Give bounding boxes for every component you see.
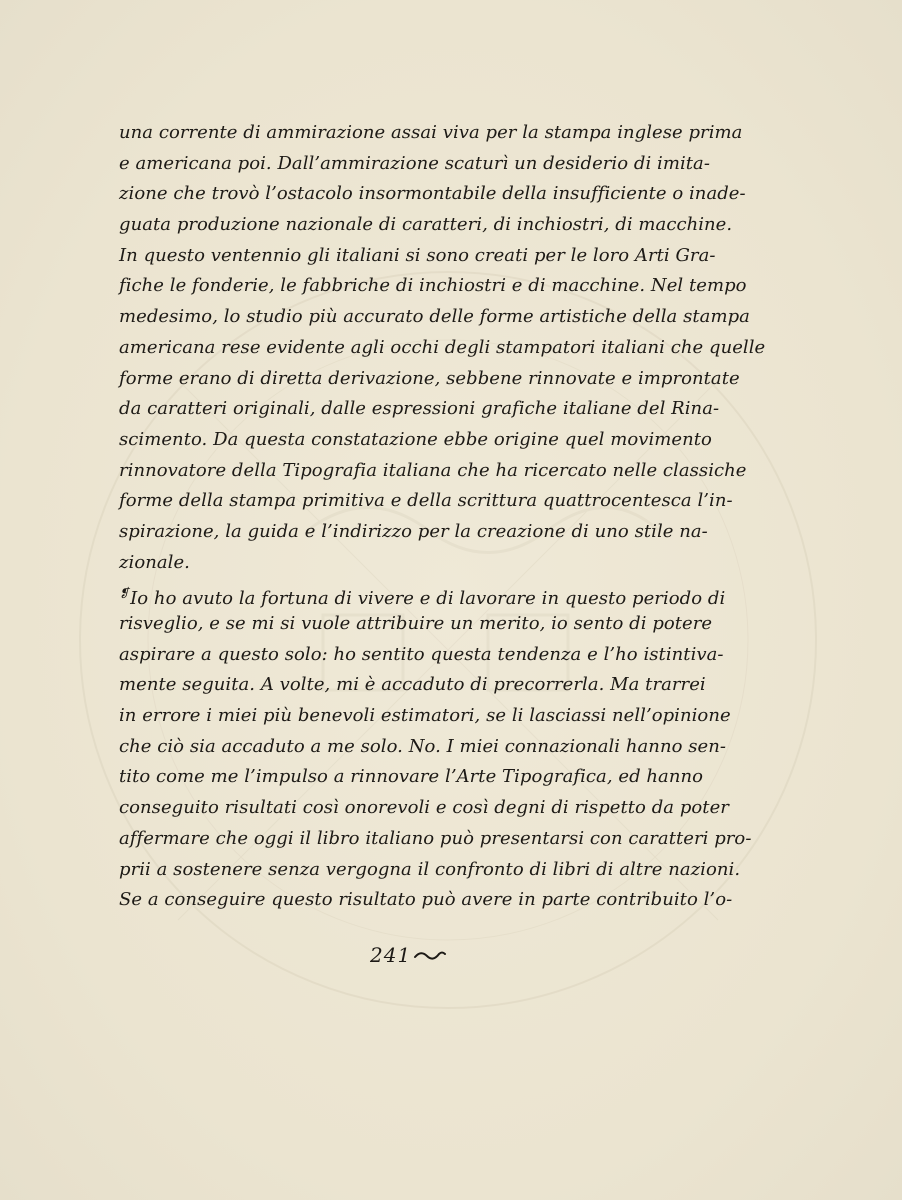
page-footer: [370, 935, 447, 975]
text-line: scimento. Da questa constatazione ebbe origine quel movimento: [119, 428, 712, 450]
text-line: spirazione, la guida e l’indirizzo per la creazione di uno stile na-: [119, 520, 708, 542]
text-line: affermare che oggi il libro italiano può presentarsi con caratteri pro-: [119, 827, 752, 849]
text-line: una corrente di ammirazione assai viva per la stampa inglese prima: [119, 122, 743, 143]
page-number: 241: [370, 943, 412, 967]
text-line: risveglio, e se mi si vuole attribuire un merito, io sento di potere: [119, 613, 713, 634]
text-line: zione che trovò l’ostacolo insormontabile della insufficiente o inade-: [119, 183, 746, 205]
text-line: mente seguita. A volte, mi è accaduto di precorrerla. Ma trarrei: [119, 674, 706, 696]
text-line: fiche le fonderie, le fabbriche di inchiostri e di macchine. Nel tempo: [119, 275, 747, 297]
text-line: americana rese evidente agli occhi degli stampatori italiani che quelle: [119, 336, 766, 358]
paragraph-first-line-text: Io ho avuto la fortuna di vivere e di lavorare in questo periodo di: [130, 588, 726, 610]
text-line: tito come me l’impulso a rinnovare l’Arte Tipografica, ed hanno: [119, 766, 704, 788]
paragraph-mark-icon: ❡: [119, 586, 130, 601]
text-line: e americana poi. Dall’ammirazione scaturì un desiderio di imita-: [119, 152, 710, 174]
text-line: medesimo, lo studio più accurato delle forme artistiche della stampa: [119, 306, 750, 328]
text-line: conseguito risultati così onorevoli e così degni di rispetto da poter: [119, 797, 729, 819]
text-line-paragraph-start: [119, 578, 726, 610]
text-line: forme della stampa primitiva e della scrittura quattrocentesca l’in-: [119, 490, 733, 512]
text-line: forme erano di diretta derivazione, sebbene rinnovate e improntate: [119, 367, 740, 389]
text-line: rinnovatore della Tipografia italiana che ha ricercato nelle classiche: [119, 459, 747, 481]
text-line: Se a conseguire questo risultato può avere in parte contribuito l’o-: [119, 889, 733, 911]
text-line: guata produzione nazionale di caratteri, di inchiostri, di macchine.: [119, 214, 733, 236]
tilde-flourish-icon: [413, 948, 447, 962]
body-text: [119, 118, 766, 916]
text-line: In questo ventennio gli italiani si sono creati per le loro Arti Gra-: [119, 244, 716, 266]
text-line: da caratteri originali, dalle espressioni grafiche italiane del Rina-: [119, 398, 720, 420]
text-line: zionale.: [119, 551, 190, 573]
text-line: in errore i miei più benevoli estimatori, se li lasciassi nell’opinione: [119, 705, 731, 727]
text-line: prii a sostenere senza vergogna il confronto di libri di altre nazioni.: [119, 858, 741, 880]
text-line: aspirare a questo solo: ho sentito questa tendenza e l’ho istintiva-: [119, 643, 724, 665]
text-line: che ciò sia accaduto a me solo. No. I miei connazionali hanno sen-: [119, 735, 727, 757]
